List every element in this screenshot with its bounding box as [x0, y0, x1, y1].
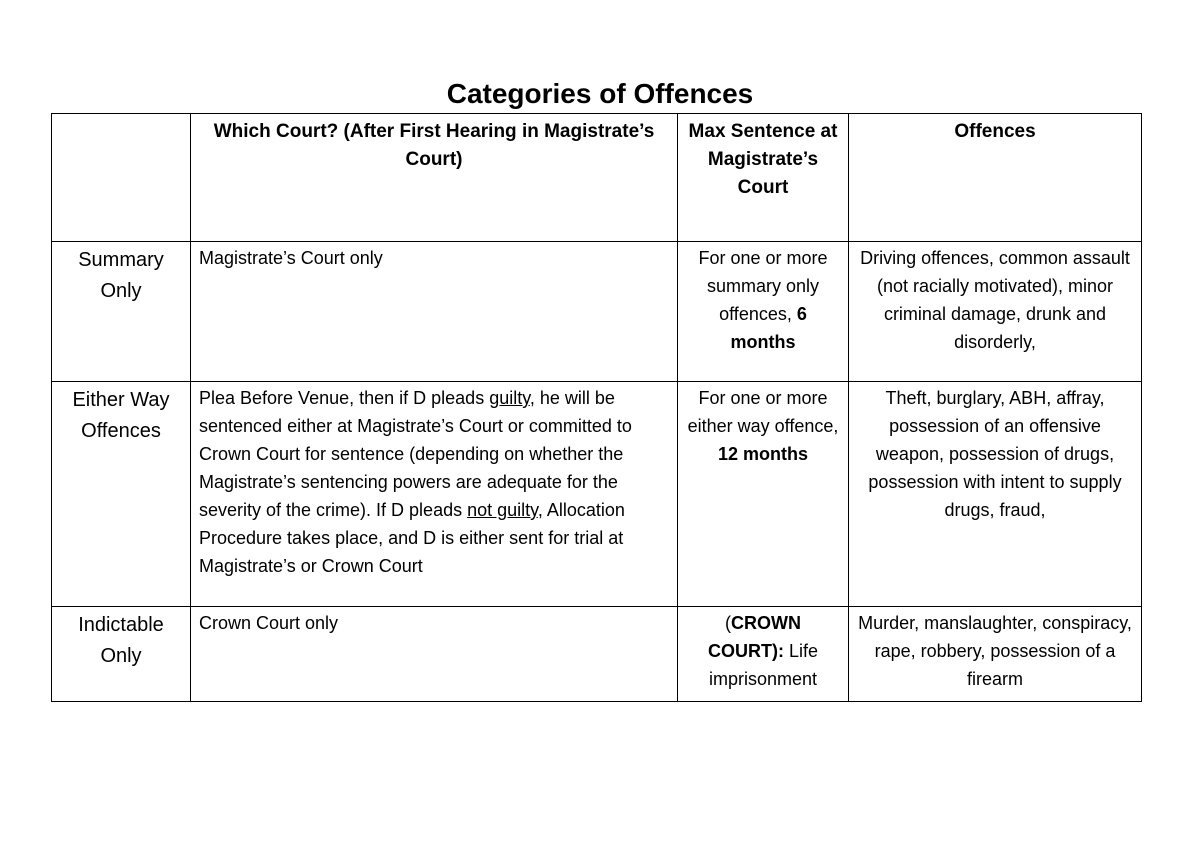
- header-max-sentence: Max Sentence at Magistrate’s Court: [678, 114, 849, 242]
- which-court-text: , Allocation Procedure takes place, and D is either sent for trial at Magistrate’s or Crown Court: [199, 500, 625, 576]
- max-sentence-bold: 12 months: [717, 444, 809, 464]
- max-sentence-text: For one or more summary only offences,: [698, 248, 828, 324]
- cell-which-court-either-way: [191, 382, 678, 607]
- row-label-summary-only: Summary Only: [52, 242, 191, 382]
- cell-max-sentence-either-way: [678, 382, 849, 607]
- row-label-either-way: Either Way Offences: [52, 382, 191, 607]
- cell-which-court-indictable: Crown Court only: [191, 607, 678, 702]
- max-sentence-text: For one or more either way offence,: [687, 388, 839, 436]
- max-sentence-bold: 6 months: [730, 304, 807, 352]
- cell-offences-either-way: Theft, burglary, ABH, affray, possession of an offensive weapon, possession of drugs, possession with intent to supply drugs, fraud,: [849, 382, 1142, 607]
- cell-offences-indictable: Murder, manslaughter, conspiracy, rape, robbery, possession of a firearm: [849, 607, 1142, 702]
- underlined-guilty: guilty: [489, 388, 530, 408]
- cell-which-court-summary: Magistrate’s Court only: [191, 242, 678, 382]
- cell-offences-summary: Driving offences, common assault (not racially motivated), minor criminal damage, drunk and disorderly,: [849, 242, 1142, 382]
- header-which-court: Which Court? (After First Hearing in Magistrate’s Court): [191, 114, 678, 242]
- row-label-indictable-only: Indictable Only: [52, 607, 191, 702]
- which-court-text: , he will be sentenced either at Magistrate’s Court or committed to Crown Court for sentence (depending on whether the Magistrate’s sentencing powers are adequate for the severity of the crime). If D pleads: [199, 388, 632, 520]
- offences-table: [51, 113, 1142, 702]
- header-offences: Offences: [849, 114, 1142, 242]
- table-row-summary-only: [52, 242, 1142, 382]
- table-row-indictable-only: [52, 607, 1142, 702]
- max-sentence-text: Life imprisonment: [708, 641, 818, 689]
- which-court-text: Plea Before Venue, then if D pleads: [199, 388, 490, 408]
- table-row-either-way: [52, 382, 1142, 607]
- header-category: [52, 114, 191, 242]
- max-sentence-text: (: [725, 613, 731, 633]
- page-title: Categories of Offences: [446, 78, 754, 109]
- cell-max-sentence-summary: [678, 242, 849, 382]
- max-sentence-bold: CROWN COURT):: [707, 613, 801, 661]
- table-header-row: [52, 114, 1142, 242]
- underlined-not-guilty: not guilty: [467, 500, 538, 520]
- cell-max-sentence-indictable: [678, 607, 849, 702]
